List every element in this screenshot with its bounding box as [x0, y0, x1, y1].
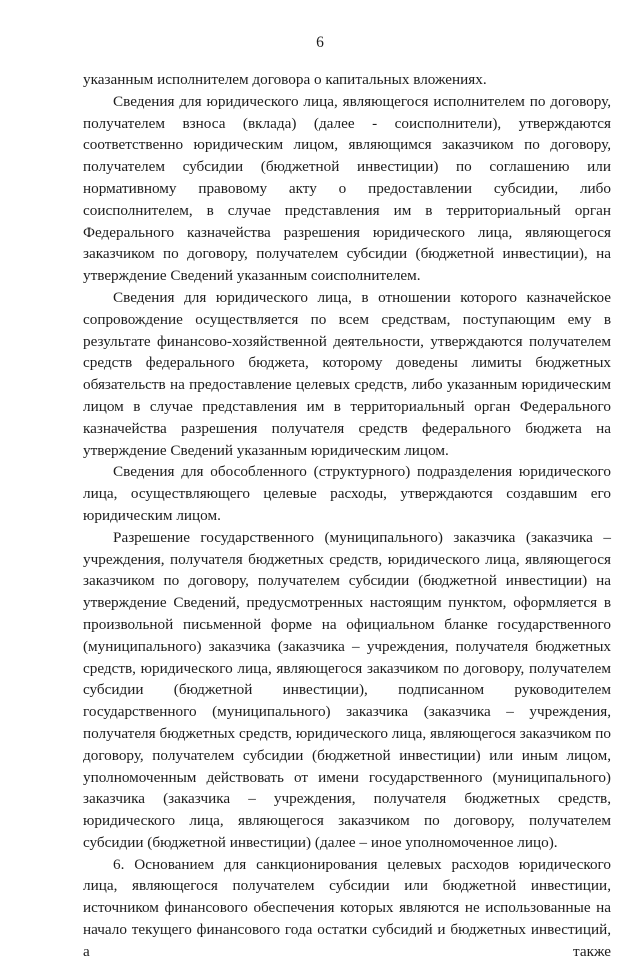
paragraph-continuation: указанным исполнителем договора о капитальных вложениях.	[83, 71, 487, 88]
paragraph-structural-unit: Сведения для обособленного (структурного) подразделения юридического лица, осуществляющего целевые расходы, утверждаются создавшим его юридическим лицом.	[83, 463, 611, 524]
paragraph-customer-permission: Разрешение государственного (муниципального) заказчика (заказчика – учреждения, получателя бюджетных средств, юридического лица, являющегося заказчиком по договору, получателем субсидии (бюджетной инвестиции) на утверждение Сведений, предусмотренных настоящим пунктом, оформляется в произвольной письменной форме на официальном бланке государственного (муниципального) заказчика (заказчика – учреждения, получателя бюджетных средств, юридического лица, являющегося заказчиком по договору, получателем субсидии (бюджетной инвестиции), подписанном руководителем государственного (муниципального) заказчика (заказчика – учреждения, получателя бюджетных средств, юридического лица, являющегося заказчиком по договору, получателем субсидии (бюджетной инвестиции) или иным лицом, уполномоченным действовать от имени государственного (муниципального) заказчика (заказчика – учреждения, получателя бюджетных средств, юридического лица, являющегося заказчиком по договору, получателем субсидии (бюджетной инвестиции) (далее – иное уполномоченное лицо).	[83, 528, 611, 851]
paragraph-executor-contractor: Сведения для юридического лица, являющегося исполнителем по договору, получателем взноса (вклада) (далее - соисполнители), утверждаются соответственно юридическим лицом, являющимся заказчиком по договору, получателем субсидии (бюджетной инвестиции) по соглашению или нормативному правовому акту о предоставлении субсидии, либо соисполнителем, в случае представления им в территориальный орган Федерального казначейства разрешения юридического лица, являющегося заказчиком по договору, получателем субсидии (бюджетной инвестиции), на утверждение Сведений указанным соисполнителем.	[83, 92, 611, 285]
document-body	[83, 69, 611, 963]
page-number: 6	[316, 34, 324, 51]
paragraph-clause-6: 6. Основанием для санкционирования целевых расходов юридического лица, являющегося получателем субсидии или бюджетной инвестиции, источником финансового обеспечения которых являются не использованные на начало текущего финансового года остатки субсидий и бюджетных инвестиций, а также	[83, 855, 611, 960]
paragraph-treasury-support: Сведения для юридического лица, в отношении которого казначейское сопровождение осуществляется по всем средствам, поступающим ему в результате финансово-хозяйственной деятельности, утверждаются получателем средств федерального бюджета, которому доведены лимиты бюджетных обязательств на предоставление целевых средств, либо указанным юридическим лицом в случае представления им в территориальный орган Федерального казначейства разрешения получателя средств федерального бюджета на утверждение Сведений указанным юридическим лицом.	[83, 288, 611, 459]
